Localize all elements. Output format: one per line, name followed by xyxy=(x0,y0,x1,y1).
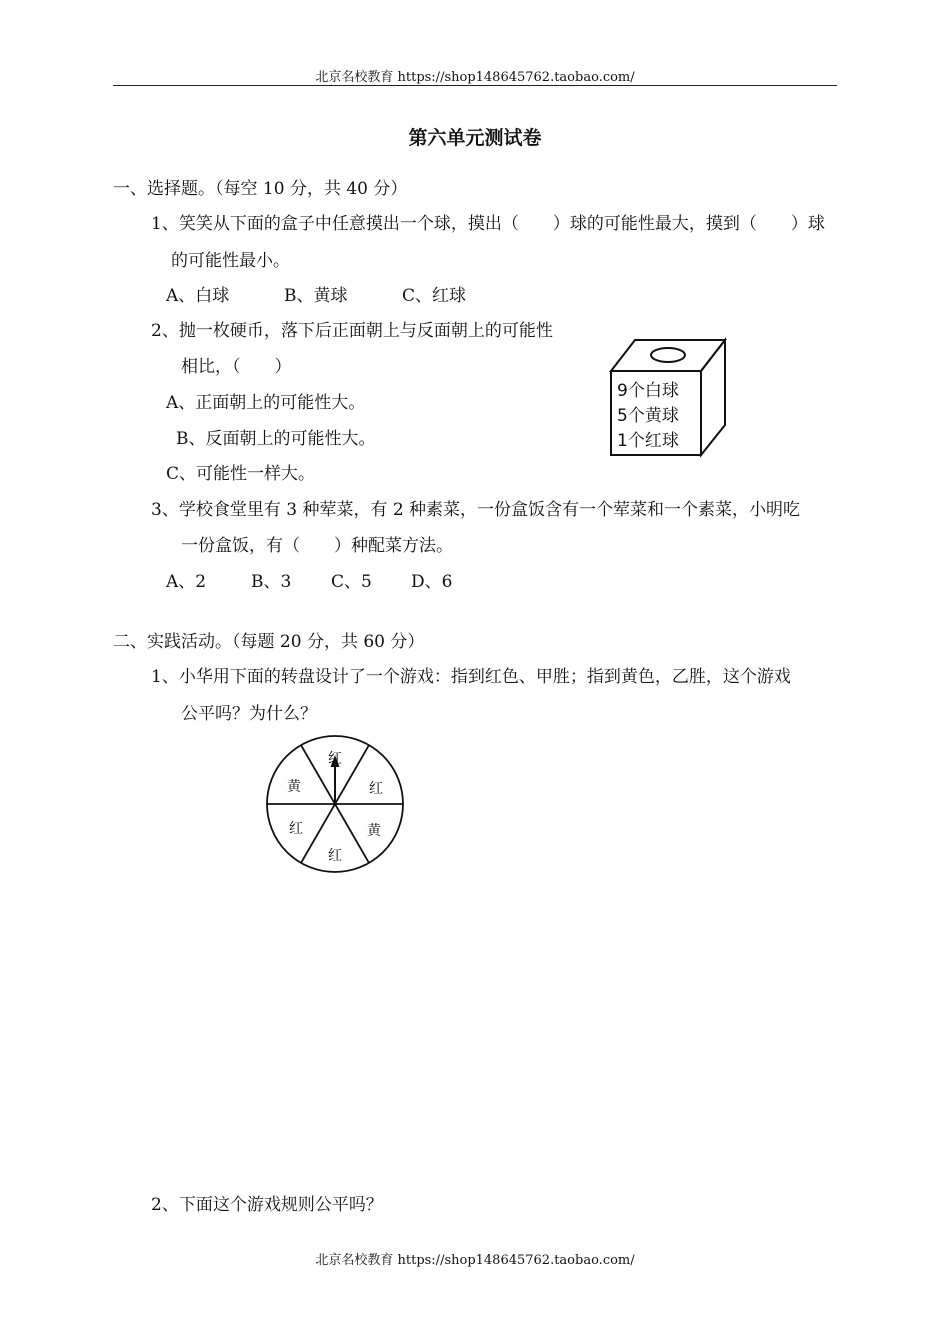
q2-option-c: C、可能性一样大。 xyxy=(166,464,316,484)
sector-label-bottom: 红 xyxy=(328,848,342,864)
sector-label-upper-right: 红 xyxy=(369,781,383,797)
sector-label-lower-left: 红 xyxy=(289,821,303,837)
page-header: 北京名校教育 https://shop148645762.taobao.com/ xyxy=(315,70,635,85)
header-rule xyxy=(113,85,837,86)
q1-option-a: A、白球 xyxy=(166,286,230,306)
box-label-white: 9个白球 xyxy=(617,381,679,401)
q3-option-a: A、2 xyxy=(166,572,207,592)
spinner-wheel xyxy=(264,733,406,875)
ball-box-illustration xyxy=(605,335,730,460)
box-label-red: 1个红球 xyxy=(617,431,679,451)
box-opening xyxy=(651,348,685,362)
section1-heading: 一、选择题。（每空 10 分，共 40 分） xyxy=(113,179,408,199)
sector-label-upper-left: 黄 xyxy=(287,779,301,795)
s2-q1-line2: 公平吗？为什么？ xyxy=(181,704,317,724)
section2-heading: 二、实践活动。（每题 20 分，共 60 分） xyxy=(113,632,425,652)
q3-option-b: B、3 xyxy=(251,572,292,592)
sector-label-lower-right: 黄 xyxy=(367,823,381,839)
box-label-yellow: 5个黄球 xyxy=(617,406,679,426)
page-footer: 北京名校教育 https://shop148645762.taobao.com/ xyxy=(315,1253,635,1268)
q3-line2: 一份盒饭，有（ ）种配菜方法。 xyxy=(181,536,453,556)
q1-option-b: B、黄球 xyxy=(284,286,348,306)
q1-option-c: C、红球 xyxy=(402,286,467,306)
q3-option-c: C、5 xyxy=(331,572,372,592)
box-top-face xyxy=(611,340,725,371)
page-title: 第六单元测试卷 xyxy=(408,127,542,149)
sector-label-top: 红 xyxy=(328,751,342,767)
q1-line2: 的可能性最小。 xyxy=(171,251,290,271)
q2-line2: 相比，（ ） xyxy=(181,357,292,377)
q2-line1: 2、抛一枚硬币，落下后正面朝上与反面朝上的可能性 xyxy=(151,321,553,341)
q3-option-d: D、6 xyxy=(411,572,453,592)
s2-q2-line1: 2、下面这个游戏规则公平吗？ xyxy=(151,1195,383,1215)
q3-line1: 3、学校食堂里有 3 种荤菜，有 2 种素菜，一份盒饭含有一个荤菜和一个素菜，小明吃 xyxy=(151,500,801,520)
box-side-face xyxy=(701,340,725,455)
s2-q1-line1: 1、小华用下面的转盘设计了一个游戏：指到红色、甲胜；指到黄色，乙胜，这个游戏 xyxy=(151,667,791,687)
q1-line1: 1、笑笑从下面的盒子中任意摸出一个球，摸出（ ）球的可能性最大，摸到（ ）球 xyxy=(151,214,825,234)
q2-option-a: A、正面朝上的可能性大。 xyxy=(166,393,366,413)
q2-option-b: B、反面朝上的可能性大。 xyxy=(176,429,376,449)
